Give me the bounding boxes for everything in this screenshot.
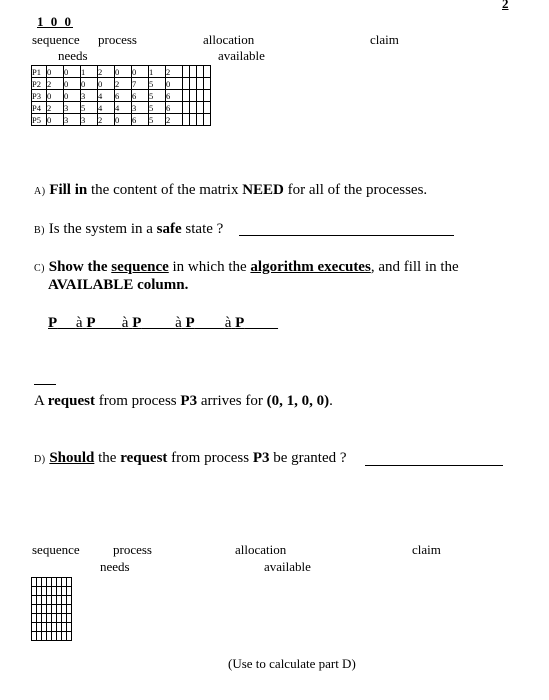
- matrix-value-cell: 5: [149, 90, 166, 102]
- available-header: available: [218, 48, 265, 63]
- grid-cell[interactable]: [67, 578, 72, 587]
- blank-cell[interactable]: [183, 102, 190, 114]
- grid-cell[interactable]: [67, 587, 72, 596]
- blank-cell[interactable]: [204, 78, 211, 90]
- footer-note: (Use to calculate part D): [228, 656, 356, 671]
- page-number: 2: [502, 0, 509, 11]
- matrix-value-cell: 6: [166, 90, 183, 102]
- process-header: process: [98, 32, 137, 47]
- matrix-value-cell: 0: [115, 114, 132, 126]
- matrix-value-cell: 0: [47, 114, 64, 126]
- matrix-value-cell: 4: [98, 102, 115, 114]
- blank-cell[interactable]: [197, 90, 204, 102]
- grid-cell[interactable]: [67, 623, 72, 632]
- blank-cell[interactable]: [190, 102, 197, 114]
- grid-row[interactable]: [32, 578, 72, 587]
- blank-cell[interactable]: [190, 78, 197, 90]
- matrix-value-cell: 5: [149, 78, 166, 90]
- matrix-row: [32, 66, 211, 78]
- blank-cell[interactable]: [183, 90, 190, 102]
- matrix-value-cell: 0: [166, 78, 183, 90]
- grid-row[interactable]: [32, 632, 72, 641]
- matrix-value-cell: 6: [132, 114, 149, 126]
- question-c-line2: AVAILABLE column.: [48, 277, 189, 293]
- matrix-value-cell: 5: [149, 102, 166, 114]
- matrix-value-cell: 5: [149, 114, 166, 126]
- blank-cell[interactable]: [197, 78, 204, 90]
- matrix-value-cell: 6: [132, 90, 149, 102]
- blank-cell[interactable]: [190, 90, 197, 102]
- grid-cell[interactable]: [67, 614, 72, 623]
- matrix-value-cell: 3: [132, 102, 149, 114]
- matrix-value-cell: 0: [132, 66, 149, 78]
- blank-cell[interactable]: [183, 78, 190, 90]
- blank-cell[interactable]: [204, 102, 211, 114]
- grid-row[interactable]: [32, 605, 72, 614]
- sequence-header: sequence: [32, 32, 80, 47]
- matrix-value-cell: 2: [98, 66, 115, 78]
- matrix-value-cell: 0: [64, 78, 81, 90]
- allocation-header: allocation: [203, 32, 255, 47]
- blank-cell[interactable]: [204, 66, 211, 78]
- request-text: A request from process P3 arrives for (0, 1, 0, 0).: [34, 393, 333, 409]
- grid-row[interactable]: [32, 623, 72, 632]
- grid-row[interactable]: [32, 596, 72, 605]
- matrix-value-cell: 3: [64, 114, 81, 126]
- process-id-cell: P2: [32, 78, 47, 90]
- matrix-value-cell: 0: [47, 66, 64, 78]
- needs-header: needs: [58, 48, 88, 63]
- bottom-needs-header: needs: [100, 559, 130, 574]
- matrix-row: [32, 90, 211, 102]
- process-id-cell: P4: [32, 102, 47, 114]
- process-id-cell: P3: [32, 90, 47, 102]
- grid-cell[interactable]: [67, 605, 72, 614]
- grid-row[interactable]: [32, 614, 72, 623]
- matrix-value-cell: 2: [47, 78, 64, 90]
- blank-cell[interactable]: [204, 114, 211, 126]
- bottom-available-header: available: [264, 559, 311, 574]
- matrix-value-cell: 6: [166, 102, 183, 114]
- matrix-value-cell: 0: [81, 78, 98, 90]
- grid-cell[interactable]: [67, 632, 72, 641]
- bottom-allocation-header: allocation: [235, 542, 287, 557]
- blank-cell[interactable]: [197, 114, 204, 126]
- matrix-value-cell: 6: [115, 90, 132, 102]
- matrix-value-cell: 1: [81, 66, 98, 78]
- matrix-value-cell: 0: [47, 90, 64, 102]
- sequence-answer-line[interactable]: P à P à P à P à P: [48, 315, 245, 331]
- matrix-value-cell: 0: [98, 78, 115, 90]
- question-c: C) Show the sequence in which the algorithm executes, and fill in the: [34, 259, 459, 275]
- grid-cell[interactable]: [67, 596, 72, 605]
- bottom-process-header: process: [113, 542, 152, 557]
- available-vector: 1 0 0: [37, 14, 73, 29]
- matrix-value-cell: 3: [81, 90, 98, 102]
- matrix-value-cell: 2: [98, 114, 115, 126]
- matrix-value-cell: 4: [115, 102, 132, 114]
- blank-cell[interactable]: [197, 66, 204, 78]
- blank-cell[interactable]: [183, 114, 190, 126]
- question-b: B) Is the system in a safe state ?: [34, 221, 224, 237]
- blank-cell[interactable]: [204, 90, 211, 102]
- matrix-value-cell: 0: [115, 66, 132, 78]
- bottom-claim-header: claim: [412, 542, 441, 557]
- matrix-value-cell: 2: [115, 78, 132, 90]
- answer-line-d[interactable]: [365, 465, 503, 466]
- matrix-value-cell: 0: [64, 90, 81, 102]
- claim-header: claim: [370, 32, 399, 47]
- matrix-value-cell: 5: [81, 102, 98, 114]
- matrix-value-cell: 2: [166, 114, 183, 126]
- matrix-value-cell: 2: [47, 102, 64, 114]
- matrix-row: [32, 102, 211, 114]
- matrix-value-cell: 2: [166, 66, 183, 78]
- matrix-value-cell: 4: [98, 90, 115, 102]
- grid-row[interactable]: [32, 587, 72, 596]
- divider: [34, 384, 56, 385]
- blank-cell[interactable]: [190, 114, 197, 126]
- question-a: A) Fill in the content of the matrix NEED for all of the processes.: [34, 182, 428, 198]
- blank-cell[interactable]: [197, 102, 204, 114]
- blank-calculation-grid[interactable]: [31, 577, 72, 641]
- matrix-row: [32, 114, 211, 126]
- bottom-sequence-header: sequence: [32, 542, 80, 557]
- blank-cell[interactable]: [183, 66, 190, 78]
- blank-cell[interactable]: [190, 66, 197, 78]
- process-id-cell: P1: [32, 66, 47, 78]
- matrix-value-cell: 0: [64, 66, 81, 78]
- process-matrix: [31, 65, 211, 126]
- matrix-row: [32, 78, 211, 90]
- matrix-value-cell: 3: [81, 114, 98, 126]
- matrix-value-cell: 7: [132, 78, 149, 90]
- matrix-value-cell: 1: [149, 66, 166, 78]
- matrix-value-cell: 3: [64, 102, 81, 114]
- process-id-cell: P5: [32, 114, 47, 126]
- answer-line-b[interactable]: [239, 235, 454, 236]
- question-d: D) Should the request from process P3 be granted ?: [34, 450, 347, 466]
